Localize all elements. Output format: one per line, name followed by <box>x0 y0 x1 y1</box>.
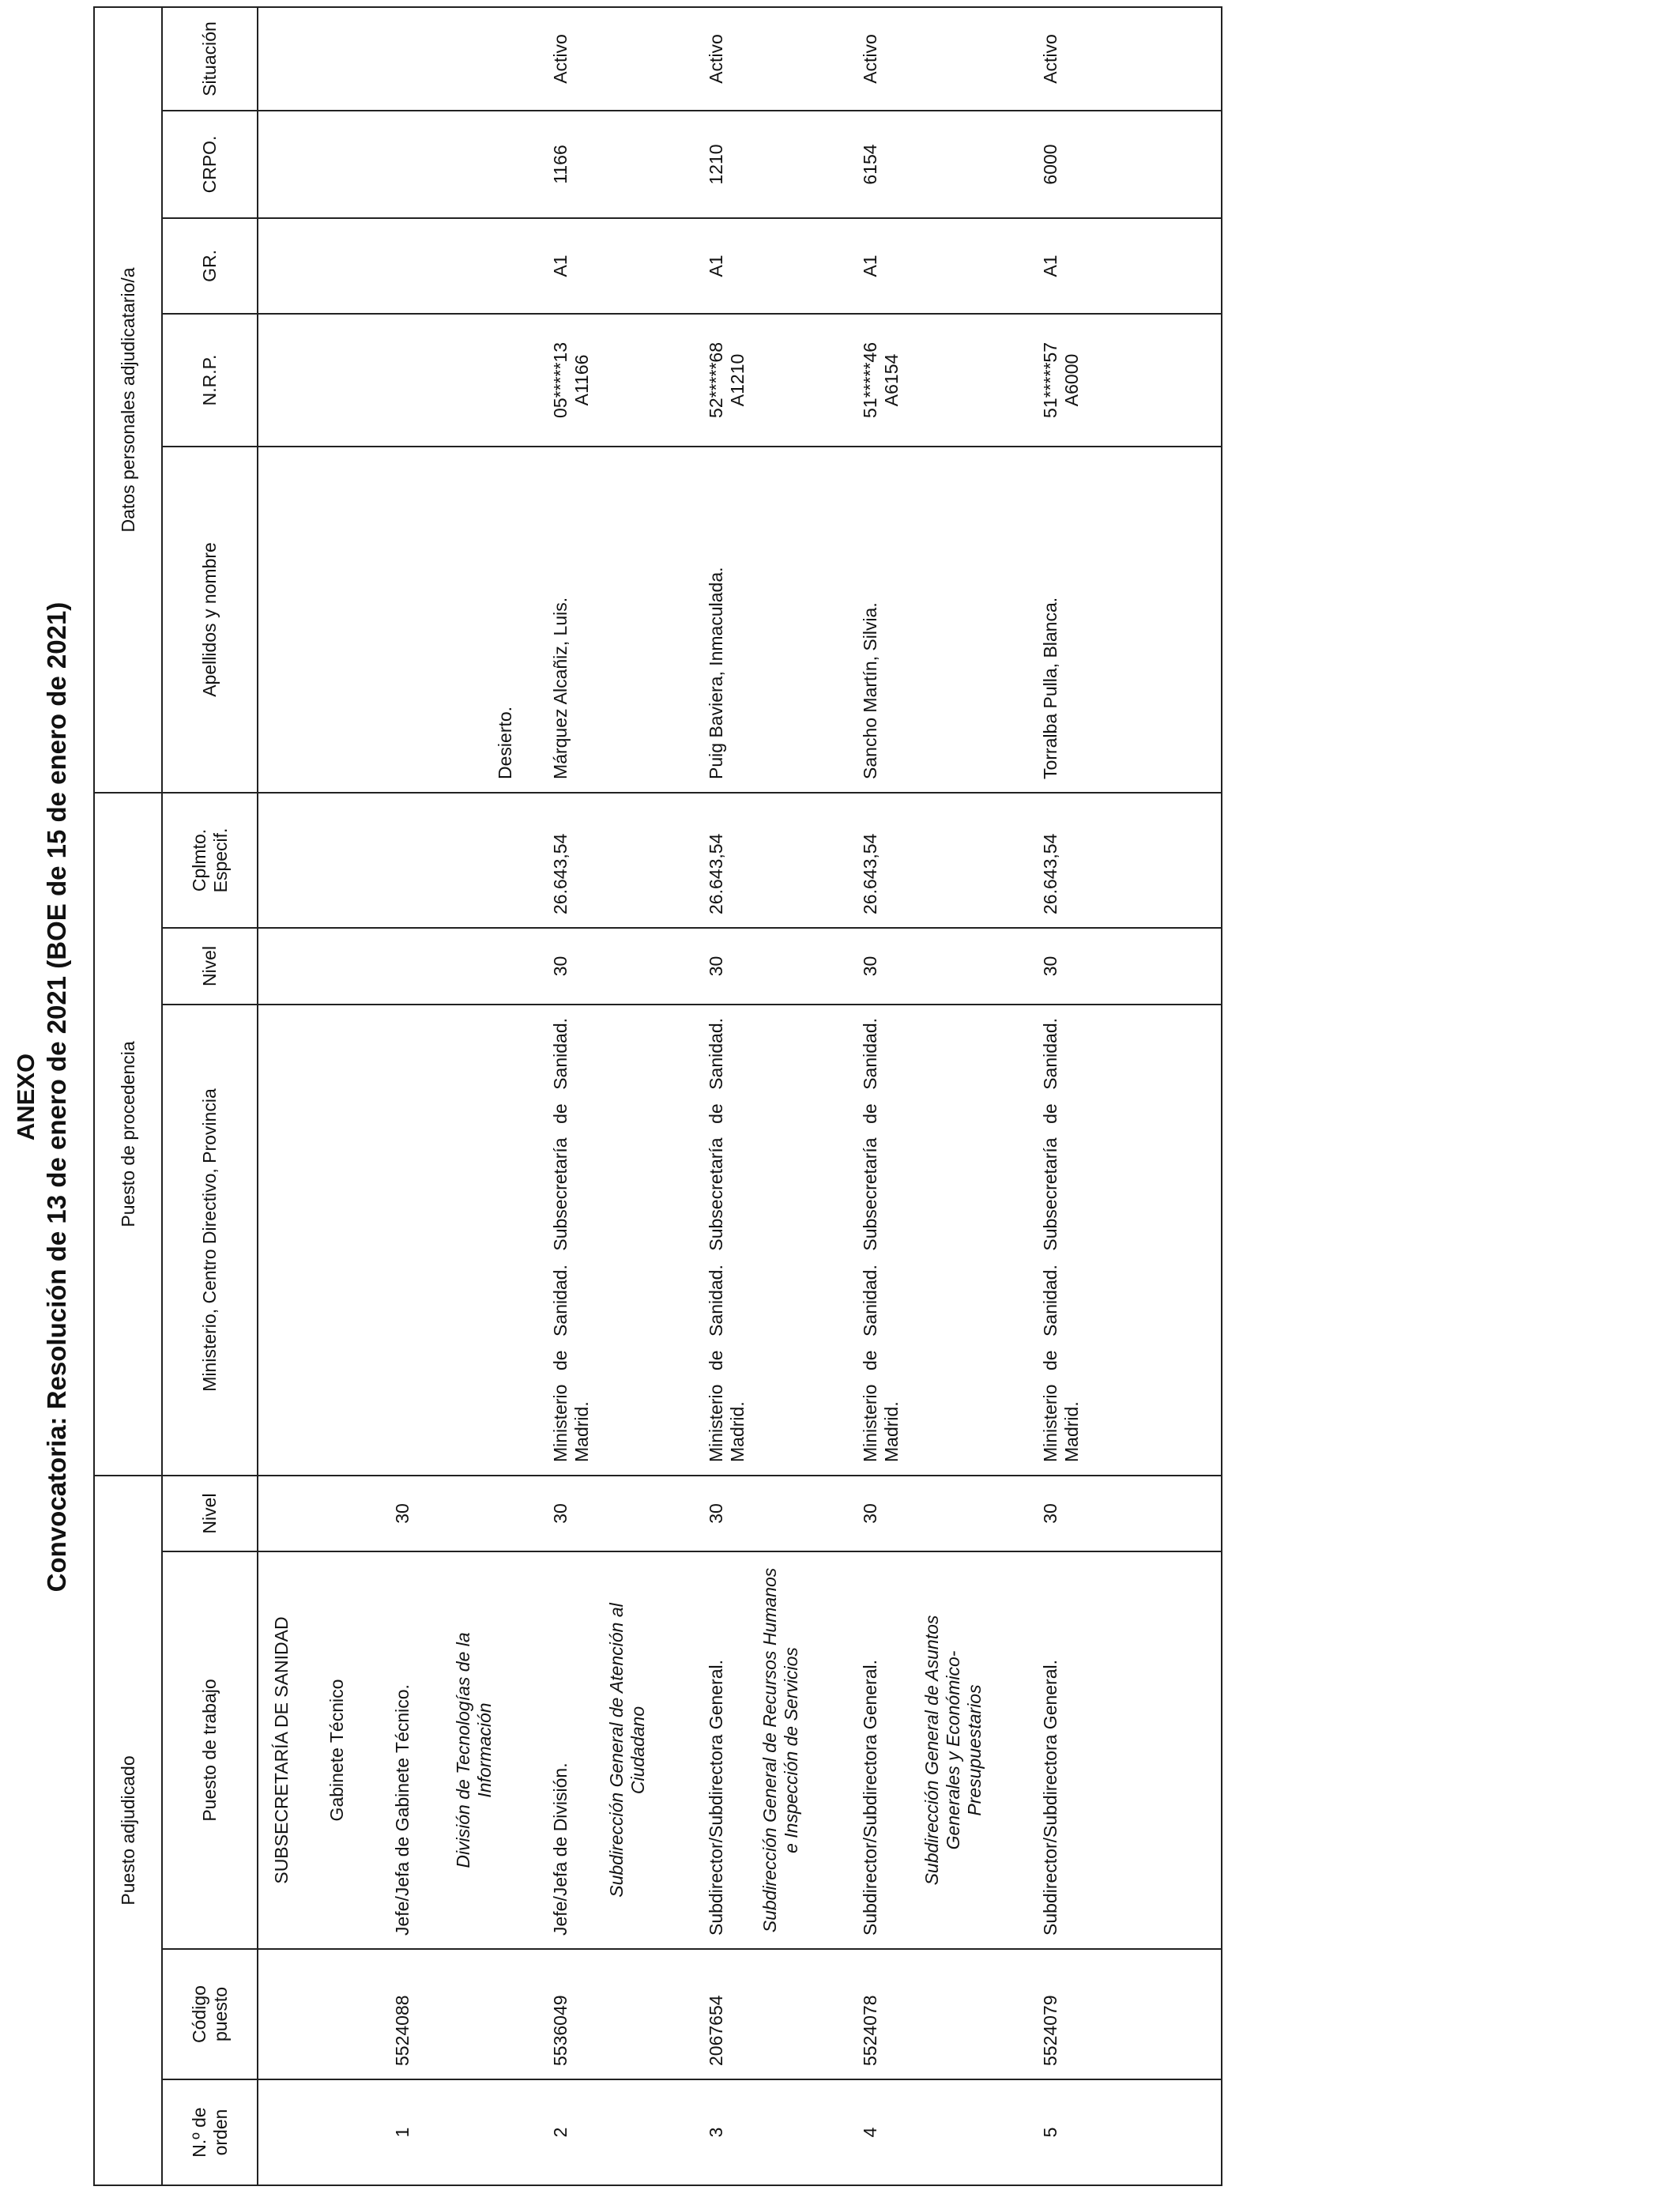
codigo-cell: 2067654 <box>706 1995 726 2066</box>
nivel-procedencia-cell: 30 <box>860 956 880 977</box>
col-header-situacion: Situación <box>162 7 258 111</box>
orden-cell: 2 <box>550 2127 571 2138</box>
nivel-cell: 30 <box>706 1503 726 1524</box>
puesto-title: Subdirector/Subdirectora General. <box>1040 1659 1060 1936</box>
nivel-procedencia-cell: 30 <box>706 956 726 977</box>
orden-cell: 5 <box>1040 2127 1060 2138</box>
situacion-cell: Activo <box>860 34 880 84</box>
puesto-title: Subdirector/Subdirectora General. <box>860 1659 880 1936</box>
crpo-cell: 6154 <box>860 144 880 185</box>
nrp-cell: 51*****57 A6000 <box>1040 342 1082 418</box>
group-header-datos-personales: Datos personales adjudicatario/a <box>94 7 162 793</box>
ministerio-cell: Ministerio de Sanidad. Subsecretaría de Sanidad. Madrid. <box>1040 1017 1082 1462</box>
situacion-column <box>258 7 1222 111</box>
section-heading: SUBSECRETARÍA DE SANIDAD <box>271 1616 292 1884</box>
situacion-cell: Activo <box>1040 34 1060 84</box>
orden-cell: 1 <box>392 2127 412 2138</box>
orden-cell: 4 <box>860 2127 880 2138</box>
gr-cell: A1 <box>706 254 726 277</box>
nrp-cell: 51*****46 A6154 <box>860 342 902 418</box>
document-header <box>11 0 73 2194</box>
col-header-nivel-procedencia: Nivel <box>162 928 258 1005</box>
table-body-row <box>258 7 1222 2185</box>
col-header-cplmto: Cplmto. Especif. <box>162 793 258 928</box>
puesto-title: Subdirector/Subdirectora General. <box>706 1659 726 1936</box>
section-subheading: Gabinete Técnico <box>326 1679 347 1822</box>
unit-heading: Subdirección General de Recursos Humanos e Inspección de Servicios <box>759 1567 801 1933</box>
col-header-orden: N.º de orden <box>162 2079 258 2185</box>
codigo-cell: 5524078 <box>860 1995 880 2066</box>
apellidos-cell: Márquez Alcañiz, Luis. <box>550 597 571 779</box>
col-header-nivel: Nivel <box>162 1476 258 1551</box>
crpo-cell: 1166 <box>550 145 571 184</box>
nrp-column <box>258 314 1222 447</box>
cplmto-cell: 26.643,54 <box>1040 833 1060 914</box>
document-title: ANEXO <box>12 1053 40 1141</box>
codigo-cell: 5524079 <box>1040 1995 1060 2066</box>
crpo-column <box>258 111 1222 218</box>
gr-cell: A1 <box>860 254 880 277</box>
nivel-procedencia-cell: 30 <box>550 956 571 977</box>
codigo-cell: 5524088 <box>392 1995 412 2066</box>
apellidos-cell: Puig Baviera, Inmaculada. <box>706 567 726 779</box>
col-header-nrp: N.R.P. <box>162 314 258 447</box>
col-header-gr: GR. <box>162 218 258 314</box>
ministerio-cell: Ministerio de Sanidad. Subsecretaría de Sanidad. Madrid. <box>706 1017 748 1462</box>
col-header-ministerio: Ministerio, Centro Directivo, Provincia <box>162 1005 258 1476</box>
nrp-cell: 52*****68 A1210 <box>706 342 748 418</box>
document-subtitle: Convocatoria: Resolución de 13 de enero de 2021 (BOE de 15 de enero de 2021) <box>42 601 71 1593</box>
unit-heading: Subdirección General de Asuntos Generales y Económico-Presupuestarios <box>921 1615 985 1886</box>
nrp-cell: 05*****13 A1166 <box>550 342 592 418</box>
ministerio-cell: Ministerio de Sanidad. Subsecretaría de Sanidad. Madrid. <box>860 1017 902 1462</box>
situacion-cell: Activo <box>706 34 726 84</box>
gr-cell: A1 <box>1040 254 1060 277</box>
nivel-cell: 30 <box>392 1503 412 1524</box>
nivel-procedencia-cell: 30 <box>1040 956 1060 977</box>
col-header-apellidos: Apellidos y nombre <box>162 447 258 793</box>
cplmto-column <box>258 793 1222 928</box>
codigo-cell: 5536049 <box>550 1995 571 2066</box>
col-header-codigo: Código puesto <box>162 1949 258 2079</box>
apellidos-cell: Sancho Martín, Silvia. <box>860 602 880 779</box>
unit-heading: División de Tecnologías de la Información <box>453 1632 495 1868</box>
apellidos-cell: Torralba Pulla, Blanca. <box>1040 597 1060 779</box>
orden-cell: 3 <box>706 2127 726 2138</box>
apellidos-column <box>258 447 1222 793</box>
puesto-title: Jefe/Jefa de Gabinete Técnico. <box>392 1684 412 1936</box>
puesto-column <box>258 1551 1222 1949</box>
crpo-cell: 6000 <box>1040 144 1060 185</box>
unit-heading: Subdirección General de Atención al Ciudadano <box>606 1603 648 1898</box>
nivel-procedencia-column <box>258 928 1222 1005</box>
ministerio-cell: Ministerio de Sanidad. Subsecretaría de Sanidad. Madrid. <box>550 1017 592 1462</box>
group-header-row <box>94 7 162 2185</box>
orden-column <box>258 2079 1222 2185</box>
gr-cell: A1 <box>550 254 571 277</box>
codigo-column <box>258 1949 1222 2079</box>
anexo-table <box>93 6 1222 2186</box>
nivel-cell: 30 <box>860 1503 880 1524</box>
cplmto-cell: 26.643,54 <box>550 833 571 914</box>
puesto-title: Jefe/Jefa de División. <box>550 1762 571 1936</box>
column-header-row <box>162 7 258 2185</box>
col-header-crpo: CRPO. <box>162 111 258 218</box>
cplmto-cell: 26.643,54 <box>860 833 880 914</box>
group-header-puesto-procedencia: Puesto de procedencia <box>94 793 162 1476</box>
ministerio-column <box>258 1005 1222 1476</box>
col-header-puesto: Puesto de trabajo <box>162 1551 258 1949</box>
apellidos-cell: Desierto. <box>495 706 515 779</box>
situacion-cell: Activo <box>550 34 571 84</box>
nivel-column <box>258 1476 1222 1551</box>
cplmto-cell: 26.643,54 <box>706 833 726 914</box>
group-header-puesto-adjudicado: Puesto adjudicado <box>94 1476 162 2185</box>
nivel-cell: 30 <box>1040 1503 1060 1524</box>
gr-column <box>258 218 1222 314</box>
nivel-cell: 30 <box>550 1503 571 1524</box>
crpo-cell: 1210 <box>706 144 726 185</box>
